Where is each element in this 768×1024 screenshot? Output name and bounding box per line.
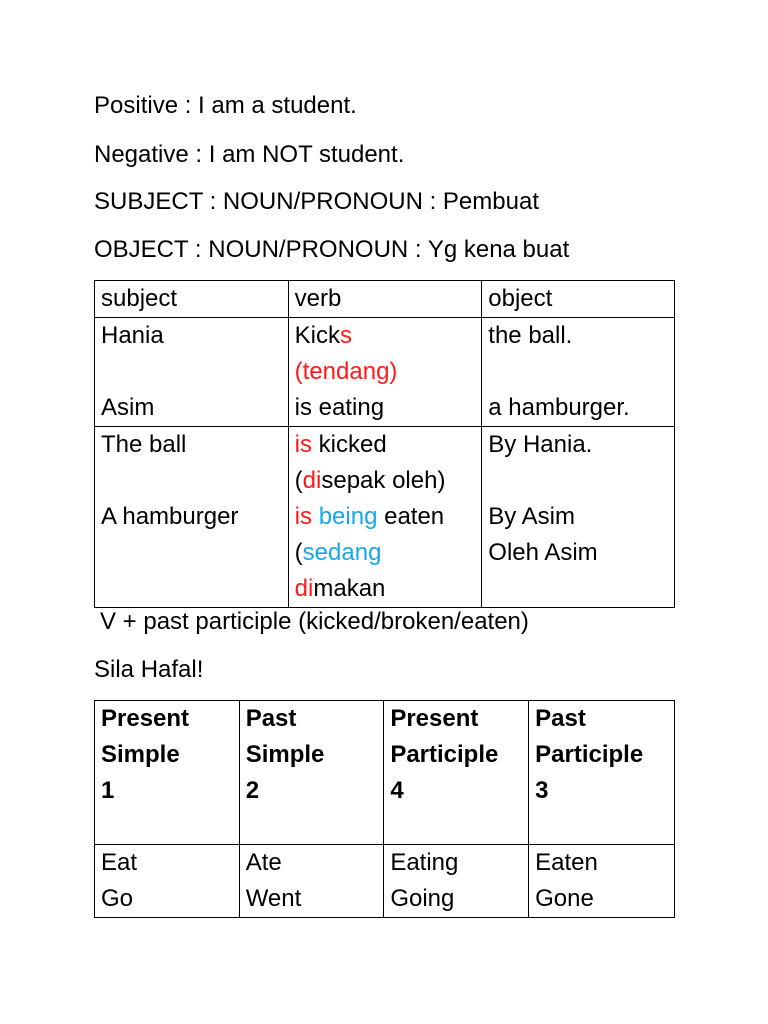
table-header-row [95, 701, 675, 845]
verb-kick-base: Kick [294, 322, 341, 349]
cell-present-participle [384, 845, 529, 918]
verb-eating: Eating [390, 849, 459, 876]
header-line: Past [245, 705, 297, 732]
verb-is-eating: is eating [294, 394, 385, 421]
verb-being: being [318, 503, 378, 530]
header-line: Simple [245, 741, 325, 768]
verb-going: Going [390, 885, 455, 912]
verb-go: Go [101, 885, 134, 912]
negative-sentence: Negative : I am NOT student. [94, 141, 405, 168]
word-sedang: sedang [302, 539, 382, 566]
table-row [95, 845, 675, 918]
object-a-hamburger: a hamburger. [488, 394, 630, 421]
cell-past-simple [239, 845, 384, 918]
cell-present-simple [95, 845, 240, 918]
verb-kicked: kicked [312, 431, 387, 458]
passive-rule: V + past participle (kicked/broken/eaten) [100, 608, 529, 635]
verb-is-kicked [295, 427, 476, 463]
header-line: Participle [390, 741, 499, 768]
positive-sentence: Positive : I am a student. [94, 92, 357, 119]
object-by-hania: By Hania. [488, 431, 593, 458]
header-number: 2 [245, 777, 260, 804]
cell-subjects-passive [95, 427, 289, 608]
cell-objects-active [482, 318, 675, 427]
verb-aux-is: is [294, 431, 313, 458]
cell-objects-passive [482, 427, 675, 608]
header-line: Present [101, 705, 190, 732]
header-object: object [482, 281, 675, 318]
verb-sepak-oleh: sepak oleh) [321, 467, 446, 494]
header-past-simple [239, 701, 384, 845]
object-definition: OBJECT : NOUN/PRONOUN : Yg kena buat [94, 236, 570, 263]
verb-is-being-eaten [295, 499, 476, 535]
verb-translation-sedang [295, 535, 476, 571]
memorize-note: Sila Hafal! [94, 656, 204, 683]
cell-spacer [101, 354, 282, 390]
verb-eaten: eaten [377, 503, 445, 530]
verb-aux-is: is [294, 503, 313, 530]
cell-spacer [101, 463, 282, 499]
verb-translation-disepak [295, 463, 476, 499]
header-past-participle [529, 701, 675, 845]
header-verb: verb [288, 281, 482, 318]
cell-verbs-passive [288, 427, 482, 608]
paren-open: ( [294, 467, 303, 494]
verb-kicks [295, 318, 476, 354]
subject-the-ball: The ball [101, 431, 187, 458]
cell-subjects-active [95, 318, 289, 427]
object-by-asim: By Asim [488, 503, 575, 530]
cell-past-participle [529, 845, 675, 918]
header-subject: subject [95, 281, 289, 318]
verb-translation-tendang: (tendang) [294, 358, 398, 385]
cell-verbs-active [288, 318, 482, 427]
header-line: Past [535, 705, 586, 732]
table-header-row [95, 281, 675, 318]
object-oleh-asim: Oleh Asim [488, 539, 598, 566]
cell-spacer [488, 354, 668, 390]
header-present-participle [384, 701, 529, 845]
prefix-di: di [294, 575, 314, 602]
subject-definition: SUBJECT : NOUN/PRONOUN : Pembuat [94, 188, 539, 215]
header-number: 1 [101, 777, 115, 804]
verb-makan: makan [313, 575, 386, 602]
cell-spacer [488, 463, 668, 499]
header-line: Present [390, 705, 479, 732]
header-present-simple [95, 701, 240, 845]
prefix-di: di [302, 467, 322, 494]
header-line: Simple [101, 741, 180, 768]
object-the-ball: the ball. [488, 322, 573, 349]
subject-a-hamburger: A hamburger [101, 503, 239, 530]
subject-verb-object-table [94, 280, 675, 608]
paren-open: ( [294, 539, 303, 566]
verb-eat: Eat [101, 849, 138, 876]
header-number: 4 [390, 777, 404, 804]
verb-gone: Gone [535, 885, 594, 912]
header-number: 3 [535, 777, 549, 804]
verb-forms-table [94, 700, 675, 918]
verb-ate: Ate [245, 849, 282, 876]
verb-suffix-s: s [340, 322, 353, 349]
subject-hania: Hania [101, 322, 164, 349]
table-row-passive [95, 427, 675, 608]
subject-asim: Asim [101, 394, 155, 421]
table-row-active [95, 318, 675, 427]
header-line: Participle [535, 741, 644, 768]
verb-eaten: Eaten [535, 849, 598, 876]
verb-went: Went [245, 885, 302, 912]
verb-translation-dimakan [295, 571, 476, 607]
